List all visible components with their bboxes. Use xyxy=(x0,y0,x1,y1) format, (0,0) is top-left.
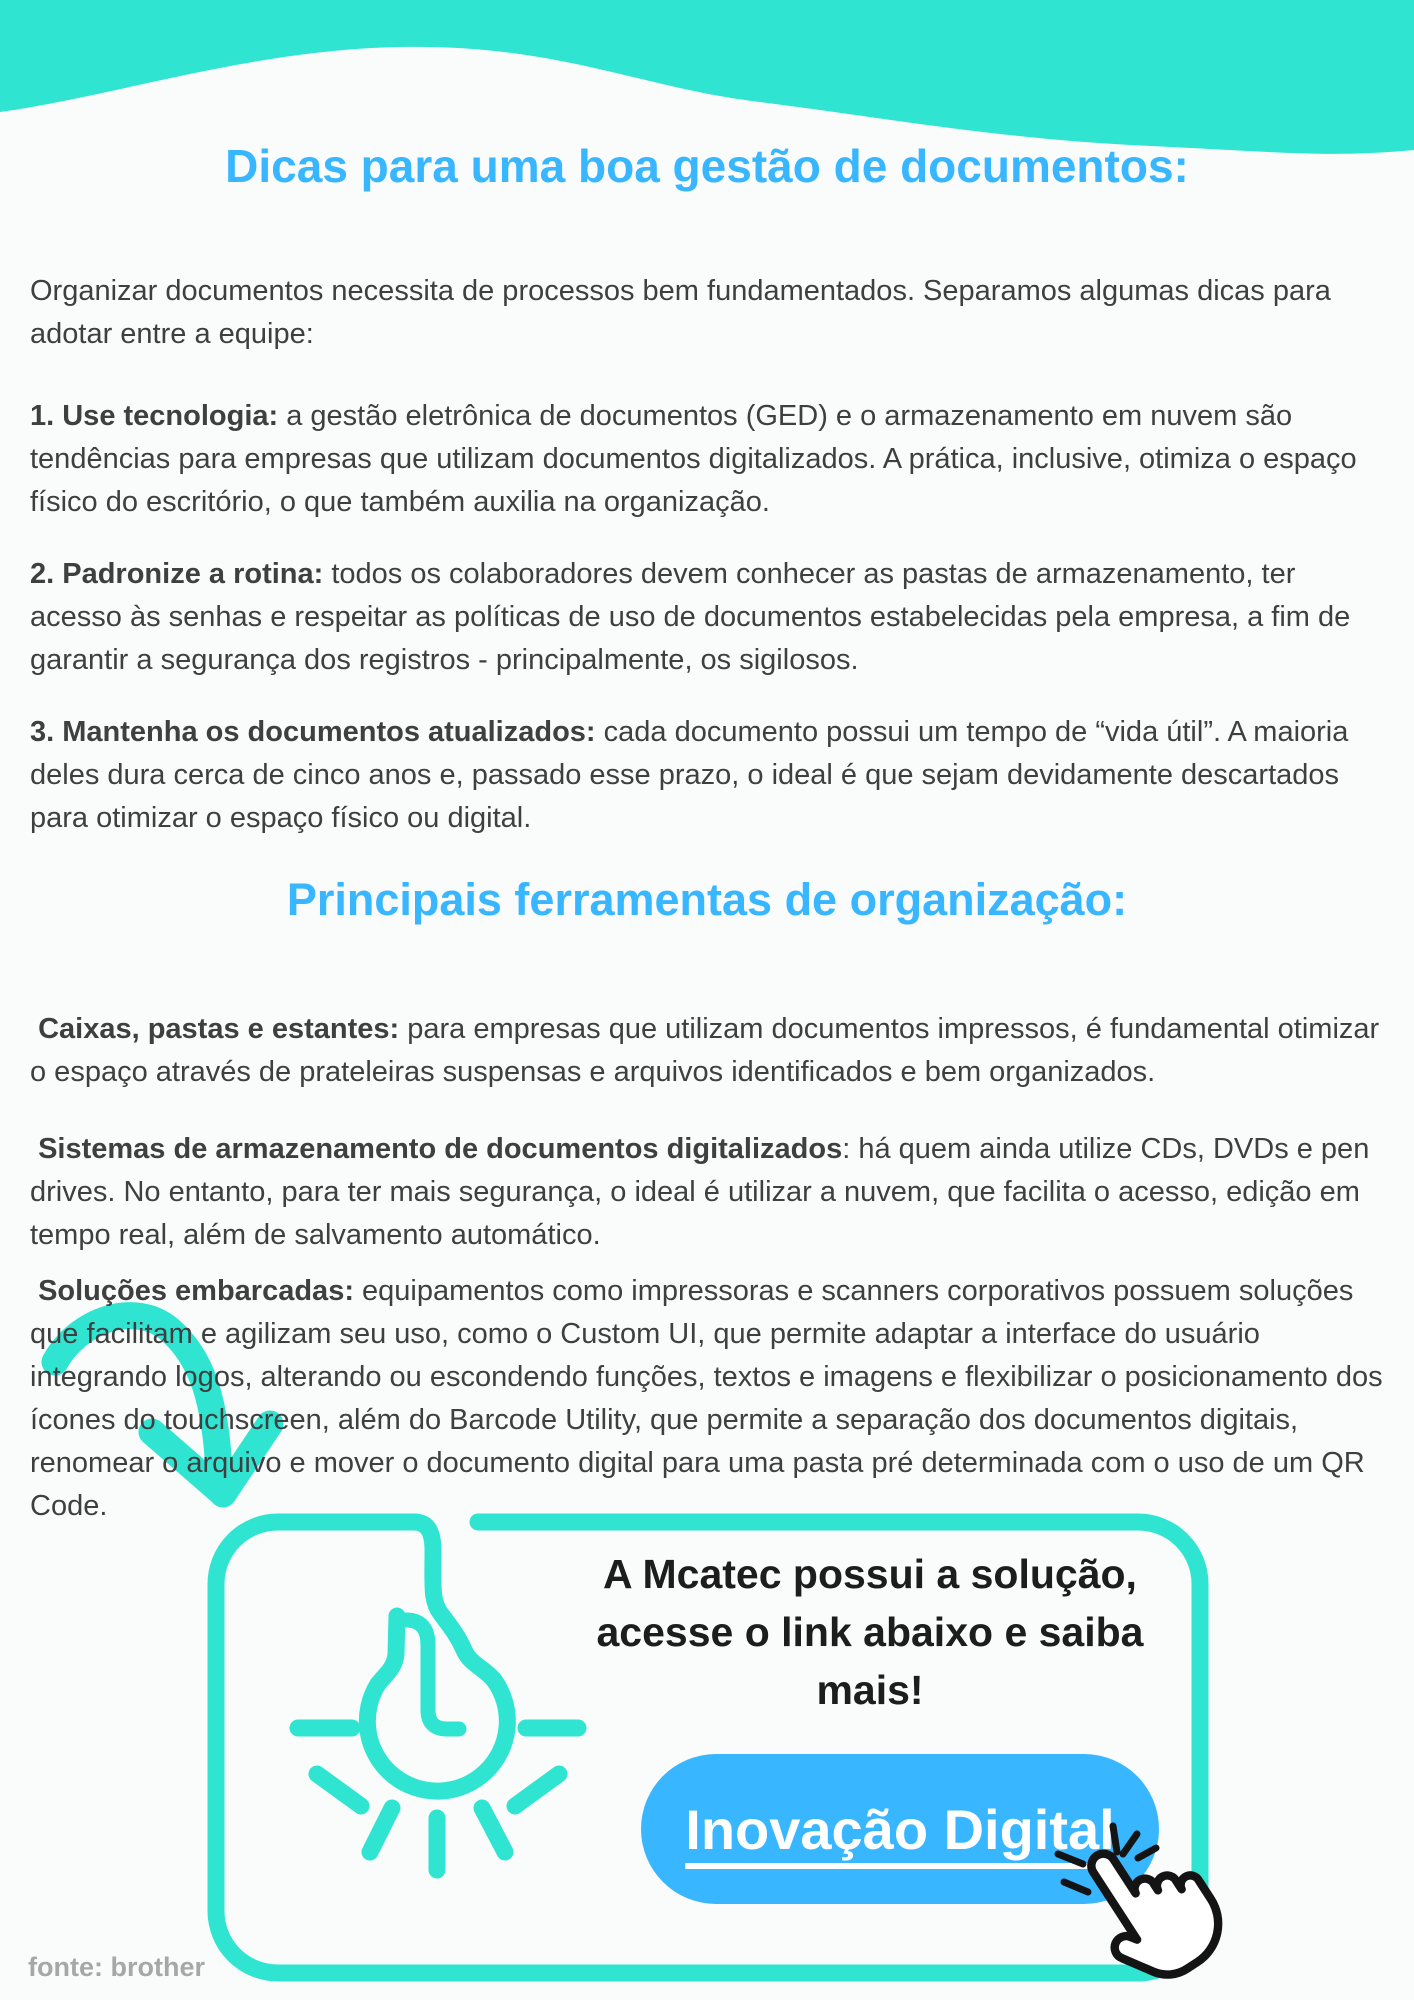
lightbulb-icon xyxy=(298,1616,578,1870)
tool-2-lead: Sistemas de armazenamento de documentos digitalizados xyxy=(30,1133,843,1165)
tool-1 xyxy=(30,1008,1386,1094)
tip-1 xyxy=(30,395,1386,524)
tip-1-text: a gestão eletrônica de documentos (GED) e o armazenamento em nuvem são tendências para empresas que utilizam documentos digitalizados. A prática, inclusive, otimiza o espaço físico do escritório, o que também auxilia na organização. xyxy=(30,400,1365,518)
inovacao-digital-button-label: Inovação Digital xyxy=(685,1797,1115,1861)
tip-1-lead: 1. Use tecnologia: xyxy=(30,400,279,432)
source-credit: fonte: brother xyxy=(28,1952,205,1982)
tool-2-text: : há quem ainda utilize CDs, DVDs e pen drives. No entanto, para ter mais segurança, o ideal é utilizar a nuvem, que facilita o acesso, edição em tempo real, além de salvamento automático. xyxy=(30,1133,1378,1251)
tip-3-text: cada documento possui um tempo de “vida útil”. A maioria deles dura cerca de cinco anos e, passado esse prazo, o ideal é que sejam devidamente descartados para otimizar o espaço físico ou digital. xyxy=(30,716,1357,834)
section-title: Principais ferramentas de organização: xyxy=(286,874,1128,925)
click-hand-icon xyxy=(1038,1822,1253,2000)
tool-1-text: para empresas que utilizam documentos impressos, é fundamental otimizar o espaço através de prateleiras suspensas e arquivos identificados e bem organizados. xyxy=(30,1013,1388,1088)
tool-2 xyxy=(30,1128,1386,1257)
tool-3-text: equipamentos como impressoras e scanners corporativos possuem soluções que facilitam e agilizam seu uso, como o Custom UI, que permite adaptar a interface do usuário integrando logos, alterando ou escondendo funções, textos e imagens e flexibilizar o posicionamento dos ícones do touchscreen, além do Barcode Utility, que permite a separação dos documentos digitais, renomear o arquivo e mover o documento digital para uma pasta pré determinada com o uso de um QR Code. xyxy=(30,1275,1391,1522)
tip-2 xyxy=(30,553,1386,682)
page-title: Dicas para uma boa gestão de documentos: xyxy=(225,140,1189,192)
tip-3-lead: 3. Mantenha os documentos atualizados: xyxy=(30,716,596,748)
cta-message: A Mcatec possui a solução, acesse o link abaixo e saiba mais! xyxy=(596,1551,1144,1713)
tool-1-lead: Caixas, pastas e estantes: xyxy=(30,1013,400,1045)
tip-2-lead: 2. Padronize a rotina: xyxy=(30,558,324,590)
tip-2-text: todos os colaboradores devem conhecer as pastas de armazenamento, ter acesso às senhas e respeitar as políticas de uso de documentos estabelecidas pela empresa, a fim de garantir a segurança dos registros - principalmente, os sigilosos. xyxy=(30,558,1359,676)
tool-3-lead: Soluções embarcadas: xyxy=(30,1275,354,1307)
intro-paragraph: Organizar documentos necessita de processos bem fundamentados. Separamos algumas dicas para adotar entre a equipe: xyxy=(30,275,1339,350)
tip-3 xyxy=(30,711,1386,840)
